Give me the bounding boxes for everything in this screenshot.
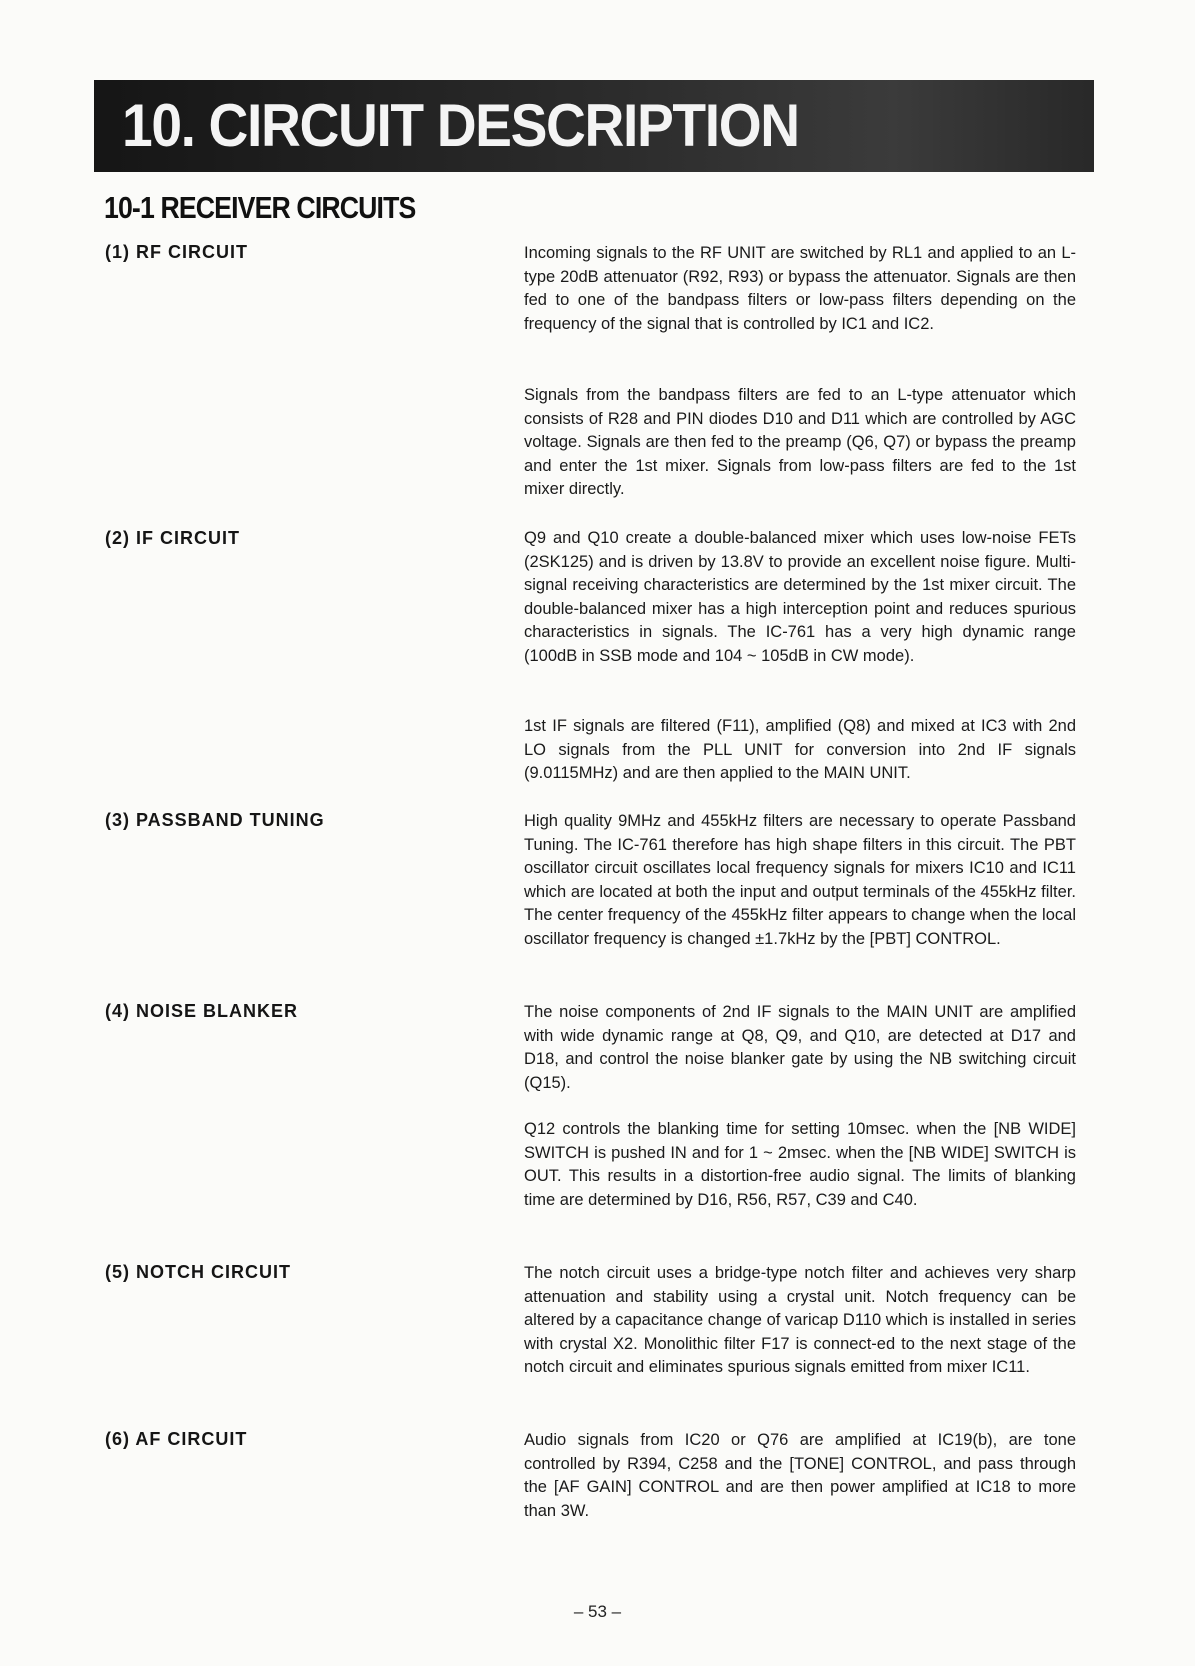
paragraph-noise-blanker-2: Q12 controls the blanking time for setting 10msec. when the [NB WIDE] SWITCH is pushed IN and for 1 ~ 2msec. when the [NB WIDE] SWITCH is OUT. This results in a distortion-free audio signal. The limits of blanking time are determined by D16, R56, R57, C39 and C40. bbox=[524, 1120, 1076, 1209]
paragraph-if-circuit-1: Q9 and Q10 create a double-balanced mixer which uses low-noise FETs (2SK125) and is driven by 13.8V to provide an excellent noise figure. Multi-signal receiving characteristics are determined by the 1st mixer circuit. The double-balanced mixer has a high interception point and reduces spurious characteristics in signals. The IC-761 has a very high dynamic range (100dB in SSB mode and 104 ~ 105dB in CW mode). bbox=[524, 529, 1076, 665]
paragraph-af-circuit-1: Audio signals from IC20 or Q76 are amplified at IC19(b), are tone controlled by R394, C258 and the [TONE] CONTROL, and pass through the [AF GAIN] CONTROL and are then power amplified at IC18 to more than 3W. bbox=[524, 1431, 1076, 1520]
paragraph-noise-blanker-1: The noise components of 2nd IF signals to the MAIN UNIT are amplified with wide dynamic range at Q8, Q9, and Q10, are detected at D17 and D18, and control the noise blanker gate by using the NB switching circuit (Q15). bbox=[524, 1003, 1076, 1092]
chapter-title-banner bbox=[94, 80, 1094, 172]
subsection-label-notch-circuit: (5) NOTCH CIRCUIT bbox=[105, 1262, 291, 1282]
paragraph-if-circuit-2: 1st IF signals are filtered (F11), amplified (Q8) and mixed at IC3 with 2nd LO signals from the PLL UNIT for conversion into 2nd IF signals (9.0115MHz) and are then applied to the MAIN UNIT. bbox=[524, 717, 1076, 783]
page-number: – 53 – bbox=[573, 1602, 622, 1621]
subsection-label-noise-blanker: (4) NOISE BLANKER bbox=[105, 1001, 299, 1021]
chapter-title: 10. CIRCUIT DESCRIPTION bbox=[122, 92, 799, 159]
paragraph-passband-tuning-1: High quality 9MHz and 455kHz filters are necessary to operate Passband Tuning. The IC-761 therefore has high shape filters in this circuit. The PBT oscillator circuit oscillates local frequency signals for mixers IC10 and IC11 which are located at both the input and output terminals of the 455kHz filter. The center frequency of the 455kHz filter appears to change when the local oscillator frequency is changed ±1.7kHz by the [PBT] CONTROL. bbox=[524, 812, 1076, 948]
paragraph-rf-circuit-2: Signals from the bandpass filters are fed to an L-type attenuator which consists of R28 and PIN diodes D10 and D11 which are controlled by AGC voltage. Signals are then fed to the preamp (Q6, Q7) or bypass the preamp and enter the 1st mixer. Signals from low-pass filters are fed to the 1st mixer directly. bbox=[524, 386, 1076, 499]
subsection-label-if-circuit: (2) IF CIRCUIT bbox=[105, 528, 240, 548]
subsection-label-passband-tuning: (3) PASSBAND TUNING bbox=[105, 810, 325, 830]
subsection-label-af-circuit: (6) AF CIRCUIT bbox=[105, 1429, 248, 1449]
section-heading: 10-1 RECEIVER CIRCUITS bbox=[104, 190, 416, 225]
paragraph-rf-circuit-1: Incoming signals to the RF UNIT are switched by RL1 and applied to an L-type 20dB attenuator (R92, R93) or bypass the attenuator. Signals are then fed to one of the bandpass filters or low-pass filters depending on the frequency of the signal that is controlled by IC1 and IC2. bbox=[524, 244, 1076, 333]
paragraph-notch-circuit-1: The notch circuit uses a bridge-type notch filter and achieves very sharp attenuation and stability using a crystal unit. Notch frequency can be altered by a capacitance change of varicap D110 which is installed in series with crystal X2. Monolithic filter F17 is connect-ed to the next stage of the notch circuit and eliminates spurious signals emitted from mixer IC11. bbox=[524, 1264, 1076, 1377]
subsection-label-rf-circuit: (1) RF CIRCUIT bbox=[105, 242, 248, 262]
